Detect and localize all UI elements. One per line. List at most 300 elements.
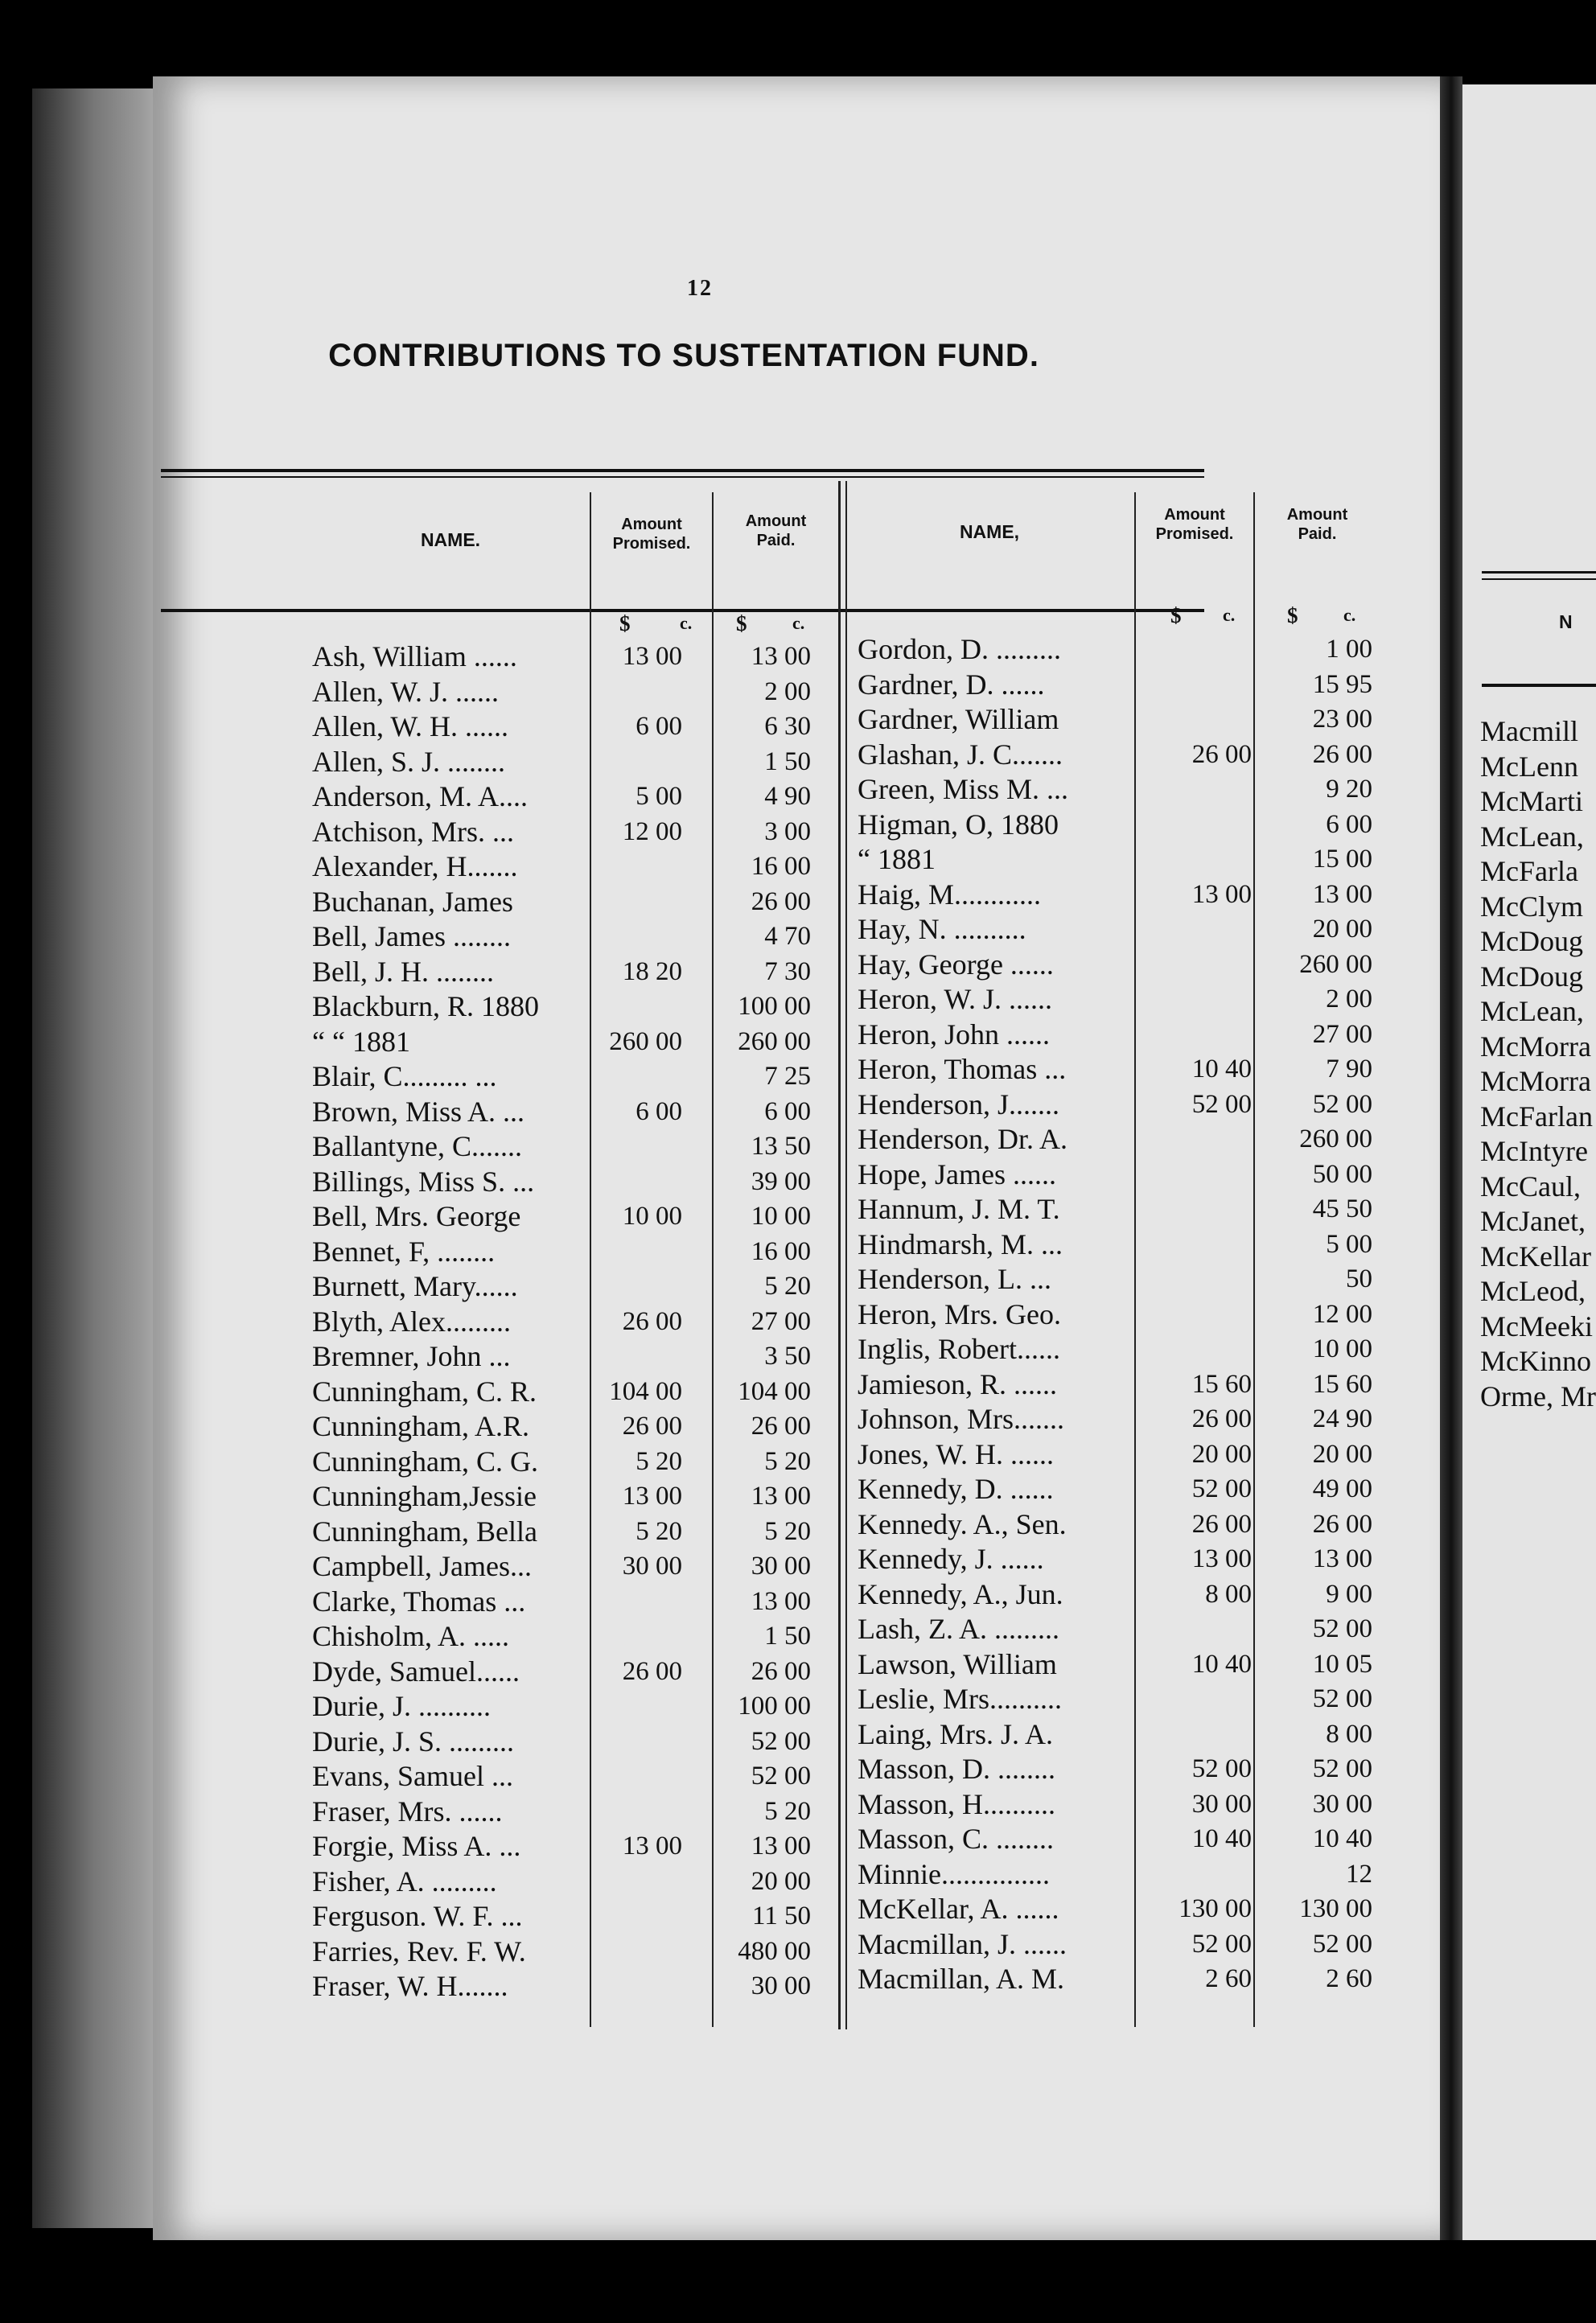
contributor-name: Bell, J. H. ........	[312, 955, 495, 988]
contributor-name: Cunningham, Bella	[312, 1515, 537, 1548]
table-row	[858, 912, 1388, 948]
amount-paid: 3 50	[764, 1342, 811, 1371]
contributor-name: Hindmarsh, M. ...	[858, 1227, 1063, 1260]
amount-paid: 480 00	[738, 1936, 811, 1966]
amount-paid: 52 00	[751, 1762, 811, 1791]
table-row	[312, 1865, 827, 1900]
table-row	[312, 1795, 827, 1830]
amount-promised: 260 00	[609, 1026, 682, 1056]
contributor-name: Chisholm, A. .....	[312, 1620, 510, 1652]
table-row	[312, 675, 827, 710]
contributor-name: McKellar, A. ......	[858, 1893, 1059, 1925]
amount-paid: 27 00	[1312, 1019, 1372, 1049]
amount-paid: 260 00	[738, 1026, 811, 1056]
contributor-name: Fisher, A. .........	[312, 1865, 497, 1897]
contributor-name: Alexander, H.......	[312, 850, 518, 882]
amount-paid: 23 00	[1312, 705, 1372, 734]
amount-promised: 10 40	[1191, 1824, 1252, 1853]
name-header-right: NAME,	[959, 521, 1020, 542]
amount-promised: 26 00	[622, 1306, 682, 1336]
contributor-name: Heron, W. J. ......	[858, 983, 1052, 1015]
next-page-row: McFarla	[1480, 855, 1578, 887]
amount-paid: 9 20	[1326, 775, 1372, 804]
table-row	[312, 1409, 827, 1445]
contributor-name: Campbell, James...	[312, 1550, 532, 1582]
contributor-name: Cunningham,Jessie	[312, 1480, 537, 1512]
contributor-name: Minnie...............	[858, 1857, 1050, 1890]
table-row	[858, 1752, 1388, 1787]
table-row	[312, 1025, 827, 1060]
contributor-name: Buchanan, James	[312, 885, 513, 918]
amount-paid: 13 50	[751, 1132, 811, 1161]
contributor-name: Fraser, W. H.......	[312, 1970, 508, 2002]
amount-promised: 26 00	[622, 1412, 682, 1441]
paid-header	[714, 512, 838, 550]
next-page-row: McDoug	[1480, 925, 1583, 957]
amount-paid: 20 00	[1312, 1439, 1372, 1469]
amount-paid: 2 60	[1326, 1964, 1372, 1993]
amount-paid: 30 00	[751, 1552, 811, 1581]
contributor-name: Bennet, F, ........	[312, 1235, 496, 1268]
amount-promised: 130 00	[1178, 1894, 1252, 1923]
amount-promised: 26 00	[1191, 1509, 1252, 1539]
table-row	[312, 1095, 827, 1130]
next-page-row: McFarlan	[1480, 1100, 1593, 1133]
paid-header-line2: Paid.	[756, 532, 796, 549]
contributor-name: Leslie, Mrs..........	[858, 1683, 1062, 1715]
contributor-name: Kennedy. A., Sen.	[858, 1507, 1067, 1540]
amount-paid: 6 30	[764, 712, 811, 741]
amount-paid: 30 00	[1312, 1789, 1372, 1819]
amount-paid: 15 60	[1312, 1369, 1372, 1399]
contributor-name: Farries, Rev. F. W.	[312, 1934, 526, 1967]
contributor-name: Hannum, J. M. T.	[858, 1193, 1060, 1225]
table-row	[312, 1515, 827, 1550]
table-row	[858, 1087, 1388, 1123]
table-row	[312, 849, 827, 885]
table-row	[858, 1892, 1388, 1927]
next-page-row: McMorra	[1480, 1065, 1591, 1097]
amount-promised: 52 00	[1191, 1474, 1252, 1503]
amount-paid: 52 00	[1312, 1929, 1372, 1959]
amount-paid: 26 00	[751, 1412, 811, 1441]
contributor-name: Cunningham, A.R.	[312, 1410, 530, 1442]
contributor-name: Blackburn, R. 1880	[312, 990, 539, 1022]
table-row	[858, 982, 1388, 1018]
contributor-name: Clarke, Thomas ...	[312, 1585, 526, 1618]
next-page-row: McKellar	[1480, 1240, 1591, 1273]
contributor-name: Macmillan, J. ......	[858, 1927, 1067, 1960]
amount-paid: 104 00	[738, 1376, 811, 1406]
amount-paid: 12	[1346, 1859, 1372, 1889]
contributor-name: Masson, H..........	[858, 1787, 1056, 1820]
table-row	[312, 1339, 827, 1375]
amount-promised: 104 00	[609, 1376, 682, 1406]
contributor-name: Heron, John ......	[858, 1018, 1050, 1050]
contributor-name: Evans, Samuel ...	[312, 1760, 513, 1792]
amount-paid: 45 50	[1312, 1194, 1372, 1223]
table-row	[312, 745, 827, 780]
table-row	[858, 738, 1388, 773]
page-title: CONTRIBUTIONS TO SUSTENTATION FUND.	[328, 338, 1039, 373]
amount-paid: 5 20	[764, 1796, 811, 1826]
center-divider	[845, 481, 847, 2029]
table-row	[312, 989, 827, 1025]
paid-header-line1: Amount	[1286, 506, 1348, 524]
center-divider	[838, 481, 841, 2029]
table-row	[312, 1619, 827, 1655]
amount-promised: 10 00	[622, 1202, 682, 1231]
next-page-rows	[1462, 714, 1596, 1414]
amount-promised: 12 00	[622, 816, 682, 846]
contributor-name: Masson, D. ........	[858, 1753, 1056, 1785]
table-row	[312, 955, 827, 990]
amount-paid: 260 00	[1299, 949, 1372, 979]
table-row	[858, 1227, 1388, 1263]
dollar-unit: $	[736, 611, 747, 635]
table-row	[858, 1262, 1388, 1297]
amount-paid: 2 00	[1326, 985, 1372, 1013]
next-page-row: McMarti	[1480, 785, 1583, 817]
contributor-name: Johnson, Mrs.......	[858, 1403, 1065, 1435]
table-row	[312, 1305, 827, 1340]
table-row	[858, 702, 1388, 738]
amount-paid: 26 00	[751, 1656, 811, 1686]
amount-paid: 100 00	[738, 1692, 811, 1721]
table-row	[312, 1689, 827, 1725]
contributor-name: Kennedy, J. ......	[858, 1543, 1044, 1575]
contributor-name: Gardner, D. ......	[858, 668, 1045, 701]
amount-paid: 10 40	[1312, 1824, 1372, 1853]
amount-paid: 52 00	[1312, 1614, 1372, 1643]
next-page-row: McKinno	[1480, 1345, 1591, 1377]
amount-paid: 260 00	[1299, 1124, 1372, 1153]
table-row	[858, 1297, 1388, 1333]
table-row	[312, 1375, 827, 1410]
amount-promised: 52 00	[1191, 1754, 1252, 1783]
promised-header	[591, 515, 712, 553]
contributor-name: Allen, W. H. ......	[312, 710, 509, 742]
amount-paid: 24 90	[1312, 1404, 1372, 1433]
contributor-name: “ 1881	[858, 843, 936, 875]
amount-paid: 26 00	[751, 886, 811, 916]
amount-paid: 100 00	[738, 992, 811, 1021]
promised-header-line2: Promised.	[612, 535, 691, 553]
promised-header-right	[1136, 505, 1253, 544]
amount-paid: 52 00	[751, 1726, 811, 1756]
table-row	[312, 1129, 827, 1165]
table-row	[312, 1829, 827, 1865]
amount-paid: 4 90	[764, 782, 811, 811]
amount-paid: 8 00	[1326, 1719, 1372, 1749]
contributor-name: Gordon, D. .........	[858, 633, 1061, 665]
amount-paid: 13 00	[1312, 879, 1372, 909]
amount-paid: 5 20	[764, 1446, 811, 1476]
contributor-name: Durie, J. S. .........	[312, 1725, 514, 1758]
amount-promised: 2 60	[1205, 1964, 1252, 1993]
next-page-row: McLean,	[1480, 995, 1584, 1027]
contributor-name: Masson, C. ........	[858, 1823, 1055, 1855]
contributor-name: Ferguson. W. F. ...	[312, 1900, 523, 1932]
table-row	[858, 1647, 1388, 1683]
amount-paid: 13 00	[751, 1482, 811, 1511]
amount-paid: 11 50	[751, 1902, 811, 1930]
table-row	[312, 1655, 827, 1690]
amount-promised: 26 00	[1191, 739, 1252, 769]
table-row	[858, 948, 1388, 983]
next-page-row: McIntyre	[1480, 1135, 1588, 1167]
table-row	[858, 1507, 1388, 1543]
amount-paid: 2 00	[764, 676, 811, 706]
table-row	[858, 1612, 1388, 1647]
amount-promised: 52 00	[1191, 1089, 1252, 1119]
promised-header-line1: Amount	[621, 516, 682, 533]
contributor-name: Bell, James ........	[312, 920, 511, 952]
name-header: NAME.	[420, 529, 481, 550]
table-row	[312, 1165, 827, 1200]
table-row	[858, 1787, 1388, 1823]
table-row	[312, 919, 827, 955]
table-row	[858, 1402, 1388, 1437]
next-page-row: Macmill	[1480, 715, 1578, 747]
table-row	[858, 1682, 1388, 1717]
amount-promised: 52 00	[1191, 1929, 1252, 1959]
amount-paid: 52 00	[1312, 1684, 1372, 1713]
contributor-name: Jamieson, R. ......	[858, 1367, 1057, 1400]
table-row	[312, 1235, 827, 1270]
amount-paid: 16 00	[751, 1236, 811, 1266]
table-row	[858, 1052, 1388, 1087]
cents-unit: c.	[680, 613, 693, 633]
amount-promised: 15 60	[1191, 1369, 1252, 1399]
next-page-rule-thin	[1482, 578, 1596, 580]
amount-paid: 9 00	[1326, 1579, 1372, 1609]
amount-paid: 1 50	[764, 746, 811, 776]
table-row	[858, 1332, 1388, 1367]
book-spine	[32, 88, 169, 2228]
promised-header-line1: Amount	[1164, 506, 1225, 524]
amount-promised: 18 20	[622, 956, 682, 986]
contributor-name: Blyth, Alex.........	[312, 1305, 512, 1338]
amount-paid: 26 00	[1312, 739, 1372, 769]
contributor-name: Haig, M............	[858, 878, 1041, 911]
table-row	[312, 885, 827, 920]
amount-paid: 50	[1346, 1264, 1372, 1293]
amount-paid: 7 30	[764, 956, 811, 986]
contributor-name: Henderson, L. ...	[858, 1263, 1051, 1295]
table-row	[858, 1437, 1388, 1473]
contributor-name: Lash, Z. A. .........	[858, 1613, 1059, 1645]
amount-paid: 12 00	[1312, 1299, 1372, 1329]
next-page-row: McMeeki	[1480, 1310, 1593, 1342]
table-row	[858, 808, 1388, 843]
amount-paid: 15 95	[1312, 669, 1372, 699]
next-page-row: McMorra	[1480, 1030, 1591, 1063]
amount-promised: 13 00	[622, 1832, 682, 1860]
amount-promised: 10 40	[1191, 1055, 1252, 1083]
contributor-name: Fraser, Mrs. ......	[312, 1795, 503, 1828]
table-row	[858, 1018, 1388, 1053]
cents-unit: c.	[1223, 605, 1236, 625]
contributor-name: Henderson, J.......	[858, 1087, 1059, 1120]
contributor-name: Blair, C......... ...	[312, 1060, 497, 1092]
amount-promised: 26 00	[1191, 1404, 1252, 1433]
contributor-name: Kennedy, D. ......	[858, 1473, 1054, 1505]
table-row	[312, 1269, 827, 1305]
table-row	[312, 779, 827, 815]
next-page-name-header: N	[1559, 611, 1573, 632]
table-row	[312, 1759, 827, 1795]
table-row	[312, 639, 827, 675]
contributor-name: Burnett, Mary......	[312, 1270, 518, 1302]
table-row	[312, 1725, 827, 1760]
cents-unit: c.	[792, 613, 805, 633]
amount-promised: 20 00	[1191, 1439, 1252, 1469]
contributor-name: Gardner, William	[858, 703, 1059, 735]
table-row	[858, 1927, 1388, 1963]
dollar-unit: $	[1287, 603, 1298, 627]
amount-paid: 13 00	[1312, 1544, 1372, 1573]
header-bottom-rule	[161, 609, 1204, 612]
contributor-name: “ “ 1881	[312, 1025, 410, 1058]
amount-promised: 26 00	[622, 1656, 682, 1686]
amount-paid: 10 00	[1312, 1334, 1372, 1363]
table-row	[858, 772, 1388, 808]
amount-paid: 39 00	[751, 1166, 811, 1196]
contributor-name: Lawson, William	[858, 1647, 1057, 1680]
amount-paid: 52 00	[1312, 1754, 1372, 1783]
next-page-row: McDoug	[1480, 960, 1583, 993]
table-row	[858, 1157, 1388, 1193]
table-row	[312, 709, 827, 745]
amount-paid: 10 00	[751, 1202, 811, 1231]
contributor-name: Bell, Mrs. George	[312, 1200, 521, 1232]
contributor-name: Cunningham, C. G.	[312, 1445, 539, 1478]
amount-paid: 20 00	[751, 1866, 811, 1896]
right-column-rows	[858, 632, 1388, 1997]
next-page-header-rule	[1482, 684, 1596, 687]
amount-paid: 15 00	[1312, 845, 1372, 874]
amount-promised: 5 00	[636, 782, 682, 811]
table-row	[312, 815, 827, 850]
paid-header-right	[1255, 505, 1380, 544]
amount-paid: 27 00	[751, 1306, 811, 1336]
table-row	[858, 1192, 1388, 1227]
amount-promised: 30 00	[1191, 1789, 1252, 1819]
table-row	[858, 1717, 1388, 1753]
table-row	[312, 1479, 827, 1515]
amount-paid: 52 00	[1312, 1089, 1372, 1119]
amount-promised: 8 00	[1205, 1579, 1252, 1609]
contributor-name: Glashan, J. C.......	[858, 738, 1063, 771]
contributor-name: Hay, N. ..........	[858, 913, 1026, 945]
contributor-name: Dyde, Samuel......	[312, 1655, 520, 1688]
amount-paid: 5 20	[764, 1272, 811, 1301]
amount-paid: 13 00	[751, 642, 811, 671]
amount-promised: 13 00	[622, 642, 682, 671]
amount-promised: 6 00	[636, 1096, 682, 1126]
page-number: 12	[687, 276, 713, 301]
amount-promised: 5 20	[636, 1446, 682, 1476]
paid-header-line1: Amount	[745, 512, 807, 530]
table-row	[312, 1549, 827, 1585]
table-row	[858, 842, 1388, 878]
promised-header-line2: Promised.	[1155, 525, 1234, 543]
amount-paid: 130 00	[1299, 1894, 1372, 1923]
dollar-unit: $	[619, 611, 631, 635]
contributor-name: Hope, James ......	[858, 1157, 1056, 1190]
cents-unit: c.	[1343, 605, 1356, 625]
contributor-name: Heron, Mrs. Geo.	[858, 1297, 1061, 1330]
table-row	[858, 1577, 1388, 1613]
table-row	[858, 1962, 1388, 1997]
next-page-row: McLeod,	[1480, 1275, 1586, 1307]
amount-paid: 7 25	[764, 1062, 811, 1091]
table-row	[858, 632, 1388, 668]
next-page-row: McClym	[1480, 890, 1584, 923]
amount-promised: 13 00	[1191, 879, 1252, 909]
amount-paid: 1 50	[764, 1622, 811, 1651]
amount-paid: 3 00	[764, 816, 811, 846]
contributor-name: Ash, William ......	[312, 640, 517, 672]
contributor-name: Green, Miss M. ...	[858, 773, 1068, 805]
next-page-row: McJanet,	[1480, 1205, 1586, 1237]
amount-paid: 13 00	[751, 1832, 811, 1860]
next-page-row: Orme, Mr	[1480, 1379, 1596, 1412]
amount-promised: 30 00	[622, 1552, 682, 1581]
next-page-row: McCaul,	[1480, 1170, 1581, 1203]
amount-paid: 16 00	[751, 852, 811, 881]
contributor-name: Billings, Miss S. ...	[312, 1165, 535, 1198]
contributor-name: Inglis, Robert......	[858, 1333, 1060, 1365]
next-page-row: McLean,	[1480, 820, 1584, 853]
contributor-name: Brown, Miss A. ...	[312, 1095, 525, 1128]
table-row	[858, 1822, 1388, 1857]
contributor-name: Bremner, John ...	[312, 1340, 511, 1372]
contributor-name: Anderson, M. A....	[312, 780, 528, 812]
left-column-rows	[312, 639, 827, 2004]
amount-paid: 6 00	[764, 1096, 811, 1126]
contributor-name: Ballantyne, C.......	[312, 1130, 522, 1162]
table-row	[858, 1367, 1388, 1403]
amount-paid: 4 70	[764, 922, 811, 951]
contributor-name: Durie, J. ..........	[312, 1690, 491, 1722]
amount-paid: 13 00	[751, 1586, 811, 1616]
amount-paid: 49 00	[1312, 1474, 1372, 1503]
table-row	[312, 1445, 827, 1480]
contributor-name: Laing, Mrs. J. A.	[858, 1717, 1053, 1750]
contributor-name: Hay, George ......	[858, 948, 1054, 981]
contributor-name: Higman, O, 1880	[858, 808, 1059, 841]
contributor-name: Cunningham, C. R.	[312, 1375, 537, 1408]
amount-promised: 6 00	[636, 712, 682, 741]
amount-paid: 50 00	[1312, 1159, 1372, 1189]
amount-promised: 13 00	[1191, 1544, 1252, 1573]
amount-paid: 26 00	[1312, 1509, 1372, 1539]
table-row	[858, 1857, 1388, 1893]
book-gutter	[1440, 76, 1462, 2240]
table-row	[312, 1969, 827, 2004]
table-row	[858, 1122, 1388, 1157]
table-row	[312, 1059, 827, 1095]
table-row	[858, 1472, 1388, 1507]
amount-promised: 10 40	[1191, 1649, 1252, 1679]
contributor-name: Heron, Thomas ...	[858, 1053, 1067, 1085]
header-top-rule-thin	[161, 476, 1204, 478]
table-row	[858, 668, 1388, 703]
amount-paid: 20 00	[1312, 915, 1372, 944]
next-page-rule	[1482, 571, 1596, 574]
